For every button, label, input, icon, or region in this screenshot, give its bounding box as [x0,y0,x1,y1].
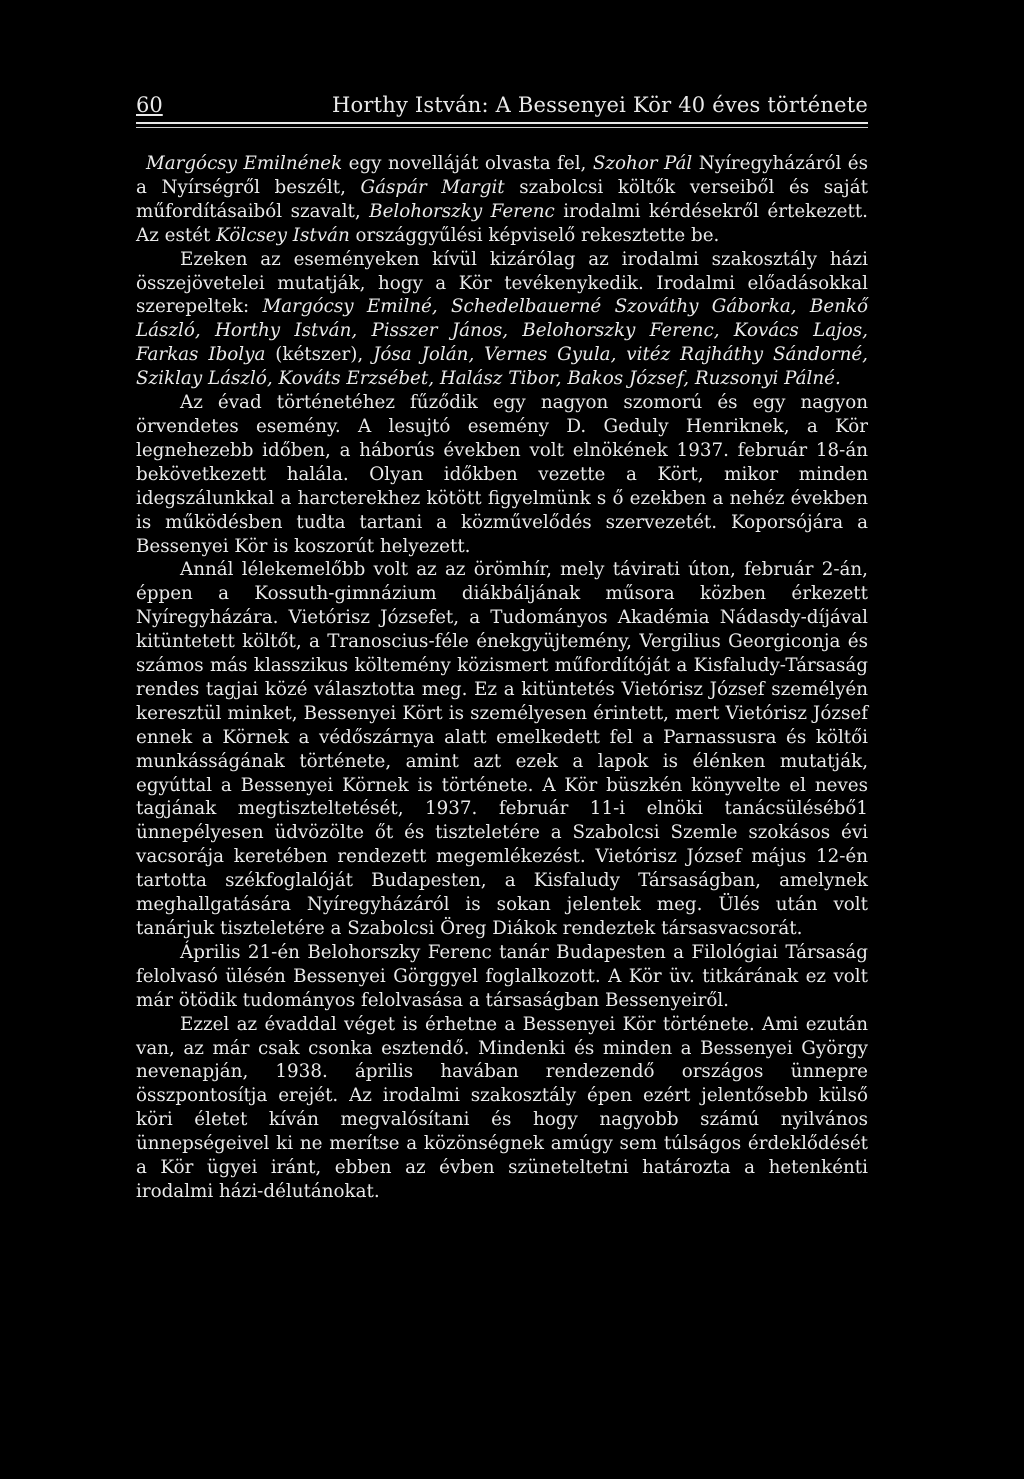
text-run: Ezeken az eseményeken kívül kizárólag az irodalmi szakosztály házi összejövetelei mutatják, hogy a Kör tevékenykedik. Irodalmi előadásokkal szerepeltek: [136,248,868,318]
italic-text-run: Margócsy Emilnének [146,153,343,174]
running-title: Horthy István: A Bessenyei Kör 40 éves története [331,93,868,117]
text-run: irodalmi kérdésekről értekezett. Az estét [136,200,868,246]
text-run: Április 21-én Belohorszky Ferenc tanár Budapesten a Filológiai Társaság felolvasó ülésén Bessenyei Görggyel foglalkozott. A Kör üv. titkárának ez volt már ötödik tudományos felolvasása a társaságban Bessenyeiről. [136,941,868,1011]
italic-text-run: Szohor Pál [592,153,693,174]
italic-text-run: Margócsy Emilné, Schedelbauerné Szováthy Gáborka, Benkő László, Horthy István, Pisszer János, Belohorszky Ferenc, Kovács Lajos, Farkas Ibolya [136,296,868,366]
text-run: szabolcsi költők verseiből és saját műfordításaiból szavalt, [136,176,868,222]
text-run: országgyűlési képviselő rekesztette be. [349,224,720,246]
paragraph-4 [136,558,868,941]
text-run: Annál lélekemelőbb volt az az örömhír, mely távirati úton, február 2-án, éppen a Kossuth-gimnázium diákbáljának műsora közben érkezett Nyíregyházára. Vietórisz Józsefet, a Tudományos Akadémia Nádasdy-díjával kitüntetett költőt, a Tranoscius-féle énekgyüjtemény, Vergilius Georgiconja és számos más klasszikus költemény közismert műfordítóját a Kisfaludy-Társaság rendes tagjai közé választotta meg. Ez a kitüntetés Vietórisz József személyén keresztül minket, Bessenyei Kört is személyesen érintett, mert Vietórisz József ennek a Körnek a védőszárnya alatt emelkedett fel a Parnassusra és költői munkásságának története, amint azt ezek a lapok is élénken mutatják, egyúttal a Bessenyei Körnek is története. A Kör büszkén könyvelte el neves tagjának megtiszteltetését, 1937. február 11-i elnöki tanácsülésébő1 ünnepélyesen üdvözölte őt és tiszteletére a Szabolcsi Szemle szokásos évi vacsorája keretében rendezett megemlékezést. Vietórisz József május 12-én tartotta székfoglalóját Budapesten, a Kisfaludy Társaságban, amelynek meghallgatására Nyíregyházáról is sokan jelentek meg. Ülés után volt tanárjuk tiszteletére a Szabolcsi Öreg Diákok rendeztek társasvacsorát. [136,559,868,939]
italic-text-run: Kölcsey István [216,224,350,246]
italic-text-run: Gáspár Margit [360,176,505,198]
italic-text-run: Belohorszky Ferenc [369,200,555,222]
text-run: egy novelláját olvasta fel, [342,153,593,174]
document-page [136,92,868,1204]
text-run: (kétszer), [265,344,374,366]
paragraph-1 [136,152,868,248]
body-text [136,152,868,1204]
paragraph-6 [136,1013,868,1204]
page-header [136,92,868,124]
page-number: 60 [136,93,163,117]
text-run: Ezzel az évaddal véget is érhetne a Bessenyei Kör története. Ami ezután van, az már csak csonka esztendő. Mindenki és minden a Bessenyei György nevenapján, 1938. április havában rendezendő országos ünnepre összpontosítja erejét. Az irodalmi szakosztály épen ezért jelentősebb külső köri életet kíván megvalósítani és hogy nagyobb számú nyilvános ünnepségeivel ki ne merítse a közönségnek amúgy sem túlságos érdeklődését a Kör ügyei iránt, ebben az évben szüneteltetni határozta a hetenkénti irodalmi házi-délutánokat. [136,1013,868,1202]
italic-text-run: Jósa Jolán, Vernes Gyula, vitéz Rajháthy Sándorné, Sziklay László, Kováts Erzsébet, Halász Tibor, Bakos József, Ruzsonyi Pálné. [136,344,868,390]
text-run: Az évad történetéhez fűződik egy nagyon szomorú és egy nagyon örvendetes esemény. A lesujtó esemény D. Geduly Henriknek, a Kör legnehezebb időben, a háborús években volt elnökének 1937. február 18-án bekövetkezett halála. Olyan időkben vezette a Kört, mikor minden idegszálunkkal a harcterekhez kötött figyelmünk s ő ezekben a nehéz években is működésben tudta tartani a közművelődés szervezetét. Koporsójára a Bessenyei Kör is koszorút helyezett. [136,392,868,557]
text-run: Nyíregyházáról és a Nyírségről beszélt, [136,153,869,198]
paragraph-3 [136,391,868,558]
paragraph-5 [136,941,868,1013]
paragraph-2 [136,248,868,391]
